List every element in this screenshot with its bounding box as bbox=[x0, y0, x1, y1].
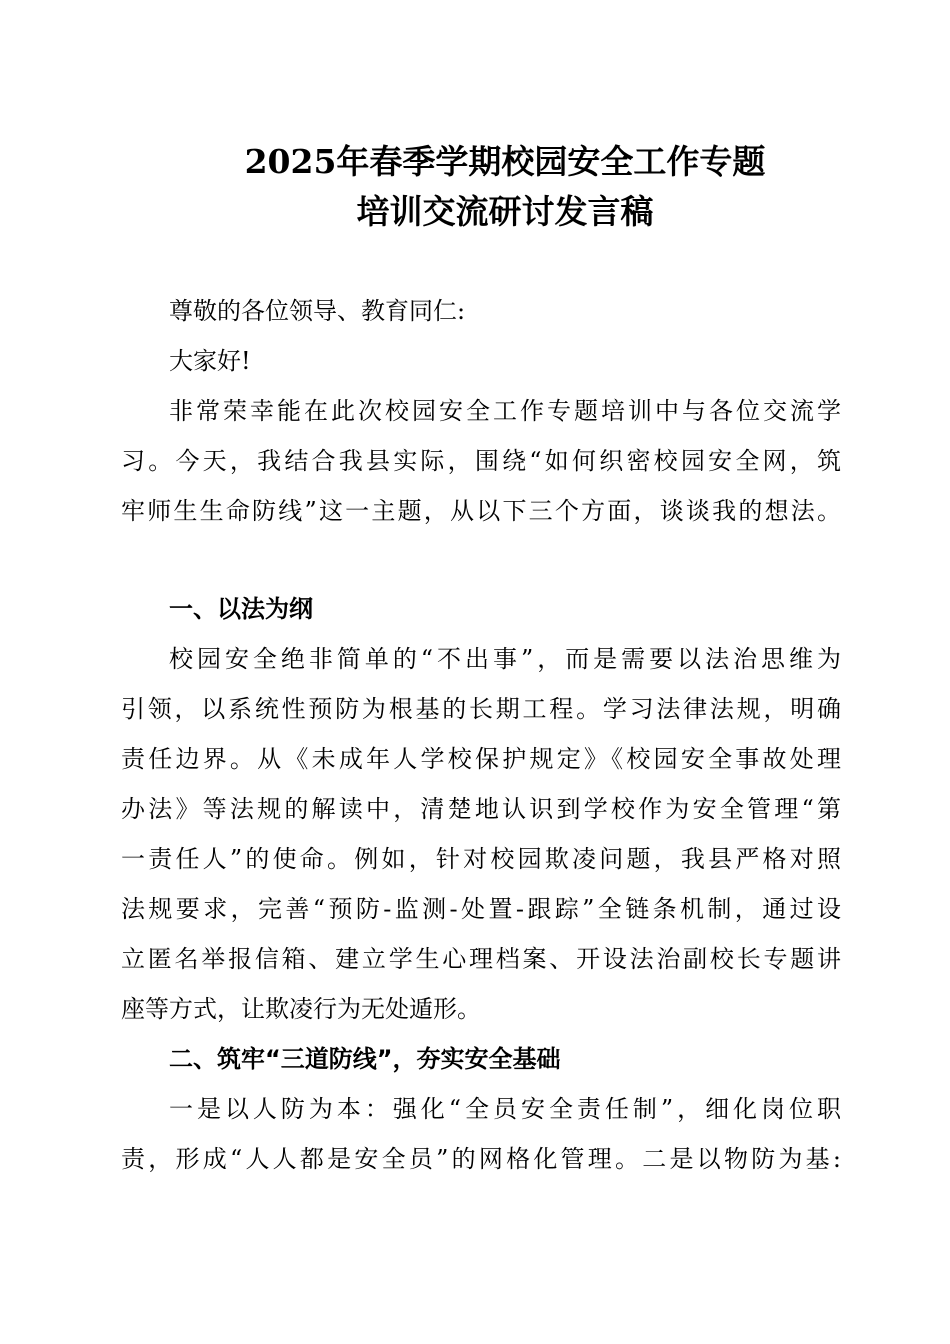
section-1-paragraph-line: 办法》等法规的解读中，清楚地认识到学校作为安全管理“第 bbox=[121, 795, 841, 823]
section-1-paragraph-line: 座等方式，让欺凌行为无处遁形。 bbox=[121, 995, 481, 1023]
section-2-paragraph-line: 一是以人防为本：强化“全员安全责任制”，细化岗位职 bbox=[169, 1095, 841, 1123]
section-1-paragraph-line: 立匿名举报信箱、建立学生心理档案、开设法治副校长专题讲 bbox=[121, 945, 841, 973]
section-1-paragraph-line: 法规要求，完善“预防-监测-处置-跟踪”全链条机制，通过设 bbox=[121, 895, 841, 923]
section-1-heading: 一、以法为纲 bbox=[169, 595, 313, 623]
section-1-paragraph-line: 校园安全绝非简单的“不出事”，而是需要以法治思维为 bbox=[169, 645, 841, 673]
section-1-paragraph-line: 引领，以系统性预防为根基的长期工程。学习法律法规，明确 bbox=[121, 695, 841, 723]
greeting: 大家好! bbox=[169, 347, 251, 375]
document-title-line-1: 2025年春季学期校园安全工作专题 bbox=[244, 142, 766, 181]
section-1-paragraph-line: 一责任人”的使命。例如，针对校园欺凌问题，我县严格对照 bbox=[121, 845, 841, 873]
document-title-line-2: 培训交流研讨发言稿 bbox=[356, 192, 654, 231]
intro-paragraph-line: 牢师生生命防线”这一主题，从以下三个方面，谈谈我的想法。 bbox=[121, 497, 841, 525]
section-2-heading: 二、筑牢“三道防线”，夯实安全基础 bbox=[169, 1045, 561, 1073]
salutation: 尊敬的各位领导、教育同仁: bbox=[169, 297, 466, 325]
intro-paragraph-line: 习。今天，我结合我县实际，围绕“如何织密校园安全网，筑 bbox=[121, 447, 841, 475]
intro-paragraph-line: 非常荣幸能在此次校园安全工作专题培训中与各位交流学 bbox=[169, 397, 841, 425]
section-2-paragraph-line: 责，形成“人人都是安全员”的网格化管理。二是以物防为基: bbox=[121, 1145, 841, 1173]
section-1-paragraph-line: 责任边界。从《未成年人学校保护规定》《校园安全事故处理 bbox=[121, 745, 841, 773]
